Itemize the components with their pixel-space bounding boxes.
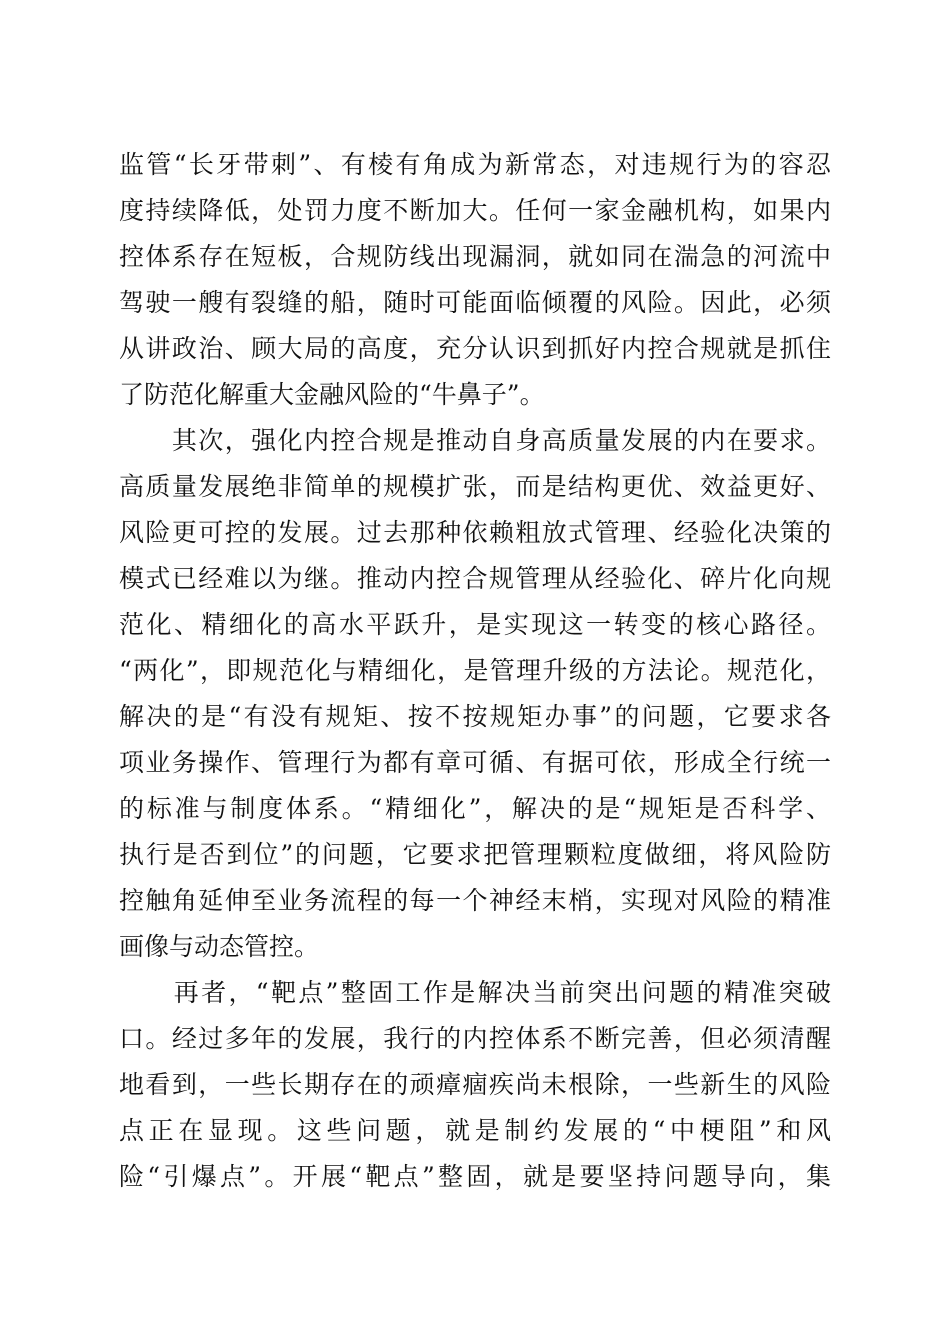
text-line: 模式已经难以为继。推动内控合规管理从经验化、碎片化向规: [119, 564, 831, 593]
text-line: 度持续降低，处罚力度不断加大。任何一家金融机构，如果内: [119, 196, 831, 225]
text-line: 项业务操作、管理行为都有章可循、有据可依，形成全行统一: [119, 748, 831, 777]
text-line: 解决的是“有没有规矩、按不按规矩办事”的问题，它要求各: [119, 702, 831, 731]
text-line: 监管“长牙带刺”、有棱有角成为新常态，对违规行为的容忍: [119, 150, 831, 179]
text-line: 地看到，一些长期存在的顽瘴痼疾尚未根除，一些新生的风险: [119, 1070, 831, 1099]
text-line: 风险更可控的发展。过去那种依赖粗放式管理、经验化决策的: [119, 518, 831, 547]
text-line: 口。经过多年的发展，我行的内控体系不断完善，但必须清醒: [119, 1024, 831, 1053]
document-page: [119, 142, 831, 1200]
text-line: 画像与动态管控。: [119, 932, 320, 961]
text-line: 控体系存在短板，合规防线出现漏洞，就如同在湍急的河流中: [119, 242, 831, 271]
text-line: 范化、精细化的高水平跃升，是实现这一转变的核心路径。: [119, 610, 831, 639]
text-line: 控触角延伸至业务流程的每一个神经末梢，实现对风险的精准: [119, 886, 831, 915]
text-line: 险“引爆点”。开展“靶点”整固，就是要坚持问题导向，集: [119, 1162, 831, 1191]
text-line: “两化”，即规范化与精细化，是管理升级的方法论。规范化，: [119, 656, 831, 685]
text-line: 的标准与制度体系。“精细化”，解决的是“规矩是否科学、: [119, 794, 831, 823]
text-line: 点正在显现。这些问题，就是制约发展的“中梗阻”和风: [119, 1116, 831, 1145]
text-line: 高质量发展绝非简单的规模扩张，而是结构更优、效益更好、: [119, 472, 831, 501]
paragraph: [119, 970, 831, 1200]
text-line: 了防范化解重大金融风险的“牛鼻子”。: [119, 380, 545, 409]
paragraph: [119, 418, 831, 970]
text-line: 其次，强化内控合规是推动自身高质量发展的内在要求。: [119, 426, 831, 455]
text-line: 执行是否到位”的问题，它要求把管理颗粒度做细，将风险防: [119, 840, 831, 869]
text-line: 从讲政治、顾大局的高度，充分认识到抓好内控合规就是抓住: [119, 334, 831, 363]
paragraph: [119, 142, 831, 418]
text-line: 驾驶一艘有裂缝的船，随时可能面临倾覆的风险。因此，必须: [119, 288, 831, 317]
text-line: 再者，“靶点”整固工作是解决当前突出问题的精准突破: [119, 978, 831, 1007]
